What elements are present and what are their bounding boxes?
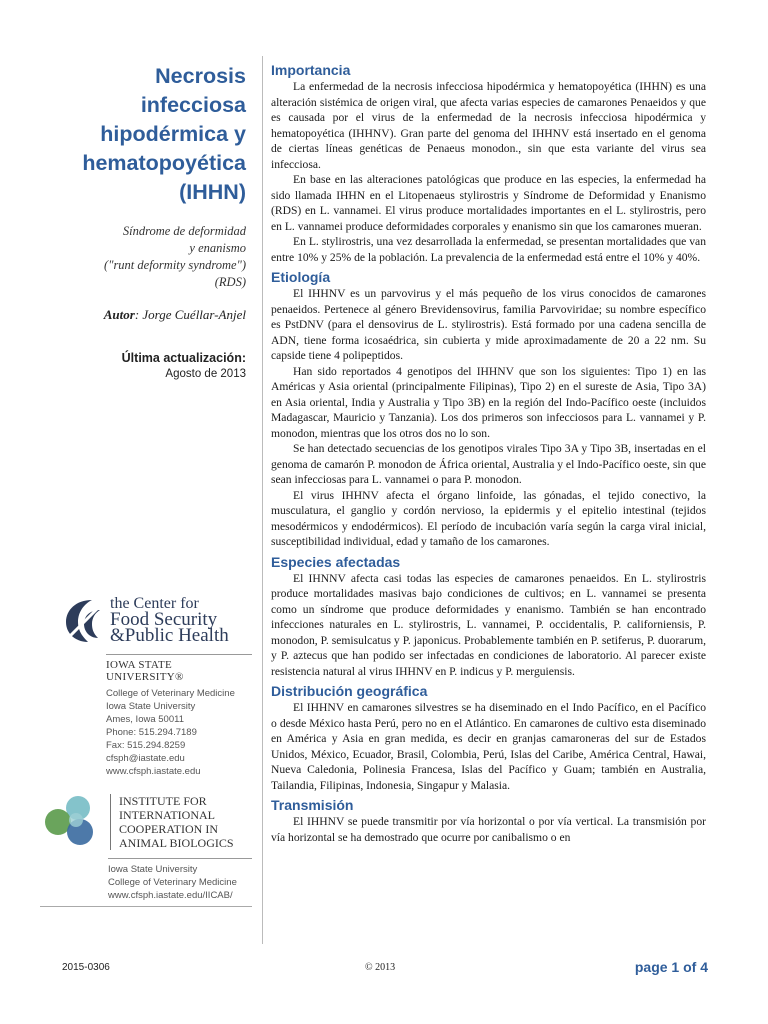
paragraph: El IHNNV afecta casi todas las especies de camarones penaeidos. En L. stylirostris produce mortalidades masivas bajo condiciones de cultivos; en L. vannamei se presenta como un síndrome que produce deformidades y enanismo. También se han encontrado infecciones naturales en L. stylirostris, L. vannamei, P. occidentalis, P. californiensis, P. monodon, P. semisulcatus y P. japonicus. Probablemente también en P. setiferus, P. duorarum, y P. aztecus que han podido ser infectadas en condiciones de laboratorio. Al parecer existe resistencia natural al virus IHHNV en P. indicus y P. merguiensis. [271,571,706,678]
section-heading: Especies afectadas [271,553,401,570]
section-distribucion-geografica [271,683,706,793]
main-content [271,62,706,849]
icab-name-line: ANIMAL BIOLOGICS [119,836,234,850]
section-heading: Transmisión [271,797,354,813]
contact-line: www.cfsph.iastate.edu [106,766,201,777]
contact-line: Iowa State University [106,701,196,712]
section-especies-afectadas [271,554,706,680]
subtitle-line: Síndrome de deformidad [122,224,246,238]
author-name: : Jorge Cuéllar-Anjel [134,307,246,322]
document-code: 2015-0306 [62,962,110,973]
paragraph: El IHHNV es un parvovirus y el más pequeño de los virus conocidos de camarones penaeidos. Pertenece al género Brevidensovirus, familia Parvoviridae; su nombre específico es PstDNV (para el densovirus de L. stylirostris). Está formado por una cadena sencilla de ADN, tiene forma icosaédrica, sin cubierta y mide aproximadamente de 20 a 22 nm. Su capside tiene 4 polipeptidos. [271,287,706,362]
cfsph-name [110,596,229,644]
contact-line: www.cfsph.iastate.edu/IICAB/ [108,890,233,901]
paragraph: En L. stylirostris, una vez desarrollada la enfermedad, se presentan mortalidades que van entre 10% y 25% de la población. La prevalencia de la enfermedad está entre el 10% y 40%. [271,235,706,264]
icab-circles-icon [42,794,100,850]
page-title [40,62,246,207]
cfsph-logo [62,596,252,644]
paragraph: La enfermedad de la necrosis infecciosa hipodérmica y hematopoyética (IHHN) es una alteración sistémica de origen viral, que afecta varias especies de camarones Penaeidos y que es causada por el virus de la enfermedad de la necrosis infecciosa hipodérmica y hematopoyética (IHHNV). Gran parte del genoma del IHHNV está insertado en el genoma de ciertas líneas genéticas de Penaeus monodon., sin que esta variante del virus sea infecciosa. [271,80,706,171]
paragraph: El IHHNV en camarones silvestres se ha diseminado en el Indo Pacífico, en el Pacífico o desde México hasta Perú, pero no en el Atlántico. En camarones de cultivo esta diseminado en América y Asia en gran medida, es decir en granjas camaroneras del sur de Estados Unidos, México, Ecuador, Brasil, Colombia, Perú, Islas del Caribe, América Central, Hawai, Nueva Caledonia, Polinesia Francesa, Islas del Pacífico y Guam; también en Australia, Tailandia, Filipinas, Indonesia, Singapur y Malasia. [271,701,706,792]
icab-name-line: COOPERATION IN [119,822,218,836]
cfsph-block [62,596,252,778]
page-footer [0,961,768,981]
section-heading: Importancia [271,62,351,78]
contact-line: Fax: 515.294.8259 [106,740,186,751]
paragraph: Han sido reportados 4 genotipos del IHHNV que son los siguientes: Tipo 1) en las Américas y Asia oriental (principalmente Filipinas), Tipo 2) en el sureste de Asia, Tipo 3A) en Asia oriental, India y Australia y Tipo 3B) en la región del Indo-Pacífico oeste (incluidos Madagascar, Mauricio y Tanzania). Los dos primeros son infecciosos para L. vannamei y P. monodon, mientras que los otros dos no lo son. [271,364,706,440]
section-heading: Etiología [271,269,331,285]
icab-logo [42,794,252,850]
page-number: page 1 of 4 [634,959,708,975]
title-line: hipodérmica y [100,122,246,146]
section-transmision [271,797,706,845]
contact-line: College of Veterinary Medicine [106,688,235,699]
update-date: Agosto de 2013 [165,368,246,380]
contact-line: Iowa State University [108,864,198,875]
contact-line: College of Veterinary Medicine [108,877,237,888]
author-line [40,307,246,323]
section-importancia [271,62,706,265]
left-column [40,62,246,380]
column-divider [262,56,263,944]
paragraph: En base en las alteraciones patológicas que produce en las especies, la enfermedad ha sido llamada IHHN en el Litopenaeus stylirostris y Síndrome de Deformidad y Enanismo (RDS) en L. vannamei. El virus produce mortalidades importantes en el L. stylirostris, pero en L. vannamei produce deformidades corporales y enanismo sin que los camarones mueran. [271,173,706,233]
icab-name-line: INSTITUTE FOR [119,794,207,808]
update-label: Última actualización: [121,351,246,365]
title-line: (IHHN) [179,180,246,204]
icab-name-line: INTERNATIONAL [119,808,215,822]
paragraph: Se han detectado secuencias de los genotipos virales Tipo 3A y Tipo 3B, insertadas en el genoma de camarón P. monodon de África oriental, Australia y el Indo-Pacífico oeste, sin que sean infecciosas para L. vannamei o para P. monodon. [271,442,706,486]
paragraph: El virus IHHNV afecta el órgano linfoide, las gónadas, el tejido conectivo, la musculatura, el ganglio y cordón nervioso, la epidermis y el epitelio intestinal (tejidos mesodérmicos y endodérmicos). El período de incubación varía según la carga viral inicial, susceptibilidad individual, edad y tamaño de los camarones. [271,488,706,548]
copyright: © 2013 [365,962,396,973]
title-line: infecciosa [140,93,246,117]
section-heading: Distribución geográfica [271,683,428,699]
subtitle-line: ("runt deformity syndrome") [104,258,246,272]
cfsph-name-line: Food Security [110,609,218,630]
contact-line: cfsph@iastate.edu [106,753,185,764]
icab-name [110,794,234,850]
cfsph-name-line: &Public Health [110,625,229,646]
subtitle-line: y enanismo [189,241,246,255]
cfsph-name-line: the Center for [110,595,199,612]
author-label: Autor [103,307,135,322]
paragraph: El IHHNV se puede transmitir por vía horizontal o por vía vertical. La transmisión por vía horizontal se ha demostrado que ocurre por canibalismo o en [271,815,706,844]
icab-block [42,794,252,902]
cfsph-contact [106,687,252,778]
subtitle [40,223,246,291]
title-line: Necrosis [155,64,246,88]
cfsph-emblem-icon [62,596,104,644]
section-etiologia [271,269,706,550]
university-name: IOWA STATE UNIVERSITY® [106,654,252,683]
left-divider [40,906,252,907]
contact-line: Phone: 515.294.7189 [106,727,197,738]
icab-contact [108,858,252,902]
title-line: hematopoyética [82,151,246,175]
contact-line: Ames, Iowa 50011 [106,714,184,725]
subtitle-line: (RDS) [214,275,246,289]
